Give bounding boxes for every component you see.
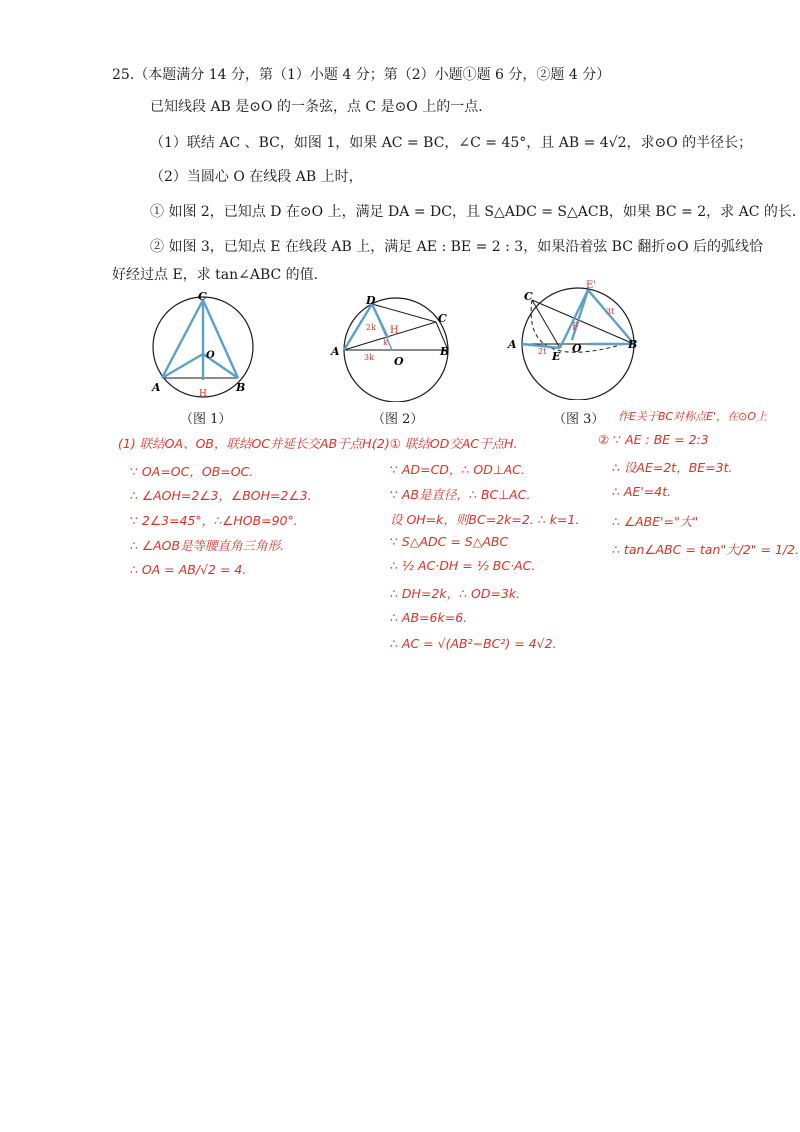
- sol3-line-5: ∴ tan∠ABC = tan"大/2" = 1/2.: [612, 542, 800, 557]
- sol2-line-9: ∴ AC = √(AB²−BC²) = 4√2.: [390, 636, 557, 651]
- fig1-label-h: H: [199, 389, 207, 399]
- fig2-label-b: B: [440, 345, 450, 358]
- sol3-line-4: ∴ ∠ABE'="大": [612, 514, 699, 529]
- problem-part2-2b: 好经过点 E，求 tan∠ABC 的值.: [112, 267, 319, 283]
- sol3-line-1: ② ∵ AE : BE = 2:3: [598, 432, 709, 447]
- sol1-line-3: ∴ ∠AOH=2∠3，∠BOH=2∠3.: [130, 488, 312, 503]
- figure-2-caption: （图 2）: [372, 412, 424, 427]
- sol2-line-2: ∵ AD=CD，∴ OD⊥AC.: [390, 462, 525, 477]
- sol3-note: 作E关于BC对称点E'，在⊙O上: [618, 410, 768, 423]
- fig2-label-d: D: [366, 294, 376, 307]
- sol2-line-3: ∵ AB是直径，∴ BC⊥AC.: [390, 487, 531, 502]
- problem-part2-1: ① 如图 2，已知点 D 在⊙O 上，满足 DA = DC，且 S△ADC = S△ACB，如果 BC = 2，求 AC 的长.: [150, 204, 797, 220]
- fig3-label-e-prime: E': [586, 280, 597, 291]
- sol1-line-1: (1) 联结OA、OB，联结OC并延长交AB于点H.: [118, 436, 376, 451]
- fig2-label-3k: 3k: [364, 353, 374, 362]
- problem-part2-2a: ② 如图 3，已知点 E 在线段 AB 上，满足 AE : BE = 2 : 3，如果沿着弦 BC 翻折⊙O 后的弧线恰: [150, 239, 764, 255]
- fig3-label-a: A: [508, 338, 517, 351]
- problem-stem: 已知线段 AB 是⊙O 的一条弦，点 C 是⊙O 上的一点.: [150, 99, 483, 115]
- figure-3: [502, 278, 642, 400]
- sol2-line-5: ∵ S△ADC = S△ABC: [390, 534, 509, 549]
- sol2-line-8: ∴ AB=6k=6.: [390, 610, 468, 625]
- fig3-label-e: E: [552, 350, 561, 363]
- sol2-line-1: (2)① 联结OD交AC于点H.: [372, 436, 518, 451]
- sol1-line-4: ∵ 2∠3=45°，∴∠HOB=90°.: [130, 513, 298, 528]
- problem-part2: （2）当圆心 O 在线段 AB 上时，: [150, 169, 363, 185]
- fig3-label-o: O: [572, 342, 582, 355]
- figure-1-caption: （图 1）: [180, 412, 232, 427]
- fig3-label-b: B: [628, 338, 638, 351]
- fig2-line-dc: [372, 304, 436, 322]
- figure-3-caption: （图 3）: [553, 412, 605, 427]
- figure-1: [150, 292, 260, 402]
- sol1-line-6: ∴ OA = AB/√2 = 4.: [130, 562, 247, 577]
- sol1-line-2: ∵ OA=OC，OB=OC.: [130, 464, 254, 479]
- problem-part1: （1）联结 AC 、BC，如图 1，如果 AC = BC，∠C = 45°，且 AB = 4√2，求⊙O 的半径长；: [150, 135, 753, 151]
- fig1-label-b: B: [236, 381, 246, 394]
- fig2-label-h: H: [390, 325, 399, 336]
- fig3-label-2t: 2t: [538, 347, 547, 356]
- fig2-label-c: C: [438, 312, 447, 325]
- sol3-line-2: ∴ 设AE=2t，BE=3t.: [612, 460, 733, 475]
- fig3-label-3t: 3t: [606, 307, 615, 316]
- fig1-label-o: O: [206, 350, 215, 361]
- fig2-label-o: O: [394, 355, 404, 368]
- sol2-line-6: ∴ ½ AC·DH = ½ BC·AC.: [390, 558, 536, 573]
- fig3-line-ee1: [560, 290, 588, 348]
- fig3-label-f: F: [572, 322, 579, 333]
- fig2-label-2k: 2k: [366, 323, 376, 332]
- figure-2: [328, 292, 458, 402]
- fig2-label-a: A: [331, 345, 340, 358]
- sol2-line-4: 设 OH=k，则BC=2k=2. ∴ k=1.: [390, 512, 580, 527]
- fig2-label-k: k: [383, 338, 388, 347]
- sol3-line-3: ∴ AE'=4t.: [612, 484, 672, 499]
- fig3-line-ce: [532, 300, 560, 348]
- problem-header: 25.（本题满分 14 分，第（1）小题 4 分；第（2）小题①题 6 分，②题 4 分）: [112, 67, 611, 83]
- fig1-label-a: A: [152, 381, 161, 394]
- fig1-label-c: C: [198, 292, 207, 303]
- sol1-line-5: ∴ ∠AOB是等腰直角三角形.: [130, 538, 285, 553]
- fig3-label-c: C: [524, 290, 533, 303]
- sol2-line-7: ∴ DH=2k，∴ OD=3k.: [390, 586, 521, 601]
